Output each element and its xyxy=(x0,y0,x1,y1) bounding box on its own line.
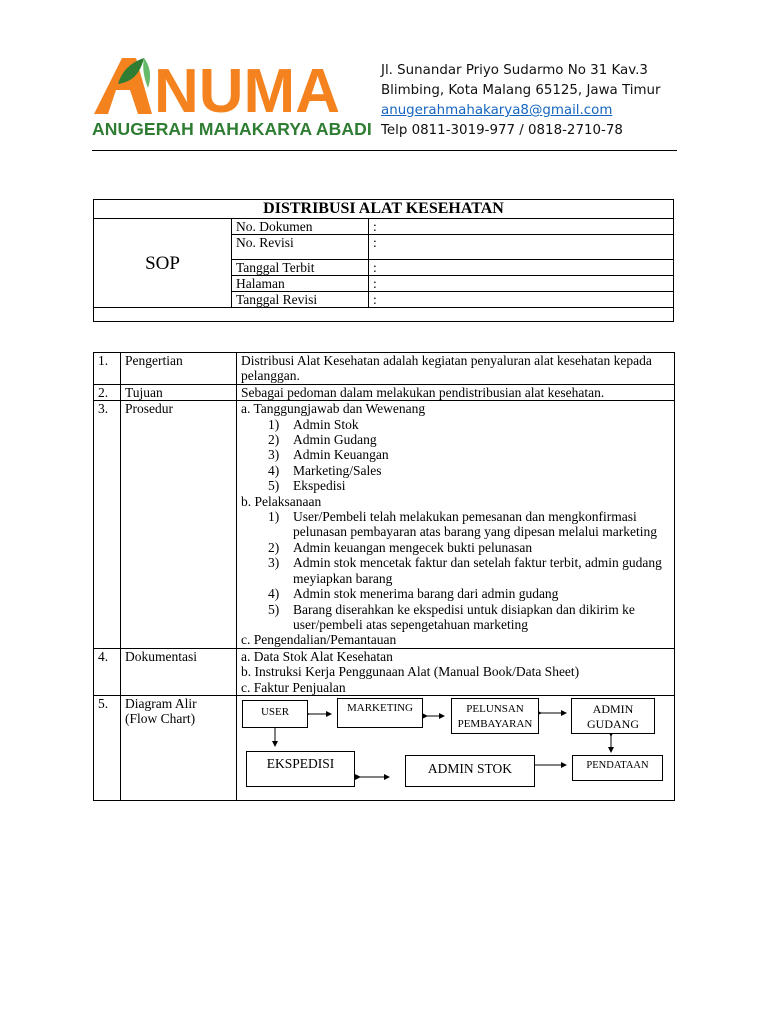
header-divider xyxy=(92,150,677,151)
list-item xyxy=(241,555,670,586)
sop-row-value: : xyxy=(369,276,674,292)
diagram-sublabel: (Flow Chart) xyxy=(125,711,196,727)
sop-row-value: : xyxy=(369,219,674,235)
item-text: Ekspedisi xyxy=(293,478,346,494)
flow-box-marketing: MARKETING xyxy=(337,698,423,728)
list-item xyxy=(241,447,670,462)
sop-row-label: No. Revisi xyxy=(232,235,369,260)
prosedur-content xyxy=(237,401,675,649)
item-text: Admin Gudang xyxy=(293,432,377,448)
list-item xyxy=(241,602,670,633)
contact-block xyxy=(381,61,661,141)
item-number: 1) xyxy=(268,416,280,432)
list-item: a. Data Stok Alat Kesehatan xyxy=(241,648,393,664)
item-text: Marketing/Sales xyxy=(293,462,382,478)
flowchart xyxy=(237,696,674,800)
list-item: c. Faktur Penjualan xyxy=(241,679,346,695)
flow-box-admin-gudang-line1: ADMIN xyxy=(592,701,634,716)
row-label: Pengertian xyxy=(121,353,237,385)
item-number: 3) xyxy=(268,555,280,571)
dokumentasi-content xyxy=(237,648,675,695)
logo-wordmark: NUMA xyxy=(154,57,340,126)
table-row xyxy=(94,384,675,400)
table-row xyxy=(94,401,675,649)
address-line-1: Jl. Sunandar Priyo Sudarmo No 31 Kav.3 xyxy=(381,63,648,78)
row-number: 4. xyxy=(94,648,121,695)
sop-label: SOP xyxy=(94,219,232,308)
flow-box-pelunsan-line2: PEMBAYARAN xyxy=(457,717,533,730)
item-text: User/Pembeli telah melakukan pemesanan dan mengkonfirmasi pelunasan pembayaran atas barang yang dipesan melalui marketing xyxy=(293,509,657,540)
flow-box-admin-gudang-line2: GUDANG xyxy=(587,716,639,731)
diagram-label: Diagram Alir xyxy=(125,695,197,711)
flowchart-cell xyxy=(237,695,675,800)
sop-row-value: : xyxy=(369,292,674,308)
list-item xyxy=(241,586,670,601)
email-link[interactable]: anugerahmahakarya8@gmail.com xyxy=(381,103,613,118)
table-row xyxy=(94,353,675,385)
sop-info-table xyxy=(93,199,674,322)
item-text: Admin stok mencetak faktur dan setelah faktur terbit, admin gudang meyiapkan barang xyxy=(293,555,662,586)
list-item xyxy=(241,540,670,555)
company-name: ANUGERAH MAHAKARYA ABADI xyxy=(92,119,372,139)
item-text: Admin Stok xyxy=(293,416,359,432)
sop-row-label: Tanggal Revisi xyxy=(232,292,369,308)
sop-row-label: Halaman xyxy=(232,276,369,292)
list-item: b. Instruksi Kerja Penggunaan Alat (Manual Book/Data Sheet) xyxy=(241,664,580,680)
item-number: 2) xyxy=(268,539,280,555)
section-heading: c. Pengendalian/Pemantauan xyxy=(241,632,397,648)
table-row xyxy=(94,695,675,800)
flow-box-admin-stok: ADMIN STOK xyxy=(405,755,535,787)
row-label: Dokumentasi xyxy=(121,648,237,695)
item-number: 1) xyxy=(268,509,280,525)
responsibility-list xyxy=(241,417,670,494)
item-text: Admin keuangan mengecek bukti pelunasan xyxy=(293,539,533,555)
section-heading: a. Tanggungjawab dan Wewenang xyxy=(241,401,426,417)
address-line-2: Blimbing, Kota Malang 65125, Jawa Timur xyxy=(381,83,661,98)
row-label xyxy=(121,695,237,800)
item-number: 4) xyxy=(268,586,280,602)
list-item xyxy=(241,509,670,540)
list-item xyxy=(241,463,670,478)
flow-box-pelunsan xyxy=(451,698,539,734)
sop-row-value: : xyxy=(369,260,674,276)
flow-box-admin-gudang xyxy=(571,698,655,734)
item-text: Barang diserahkan ke ekspedisi untuk disiapkan dan dikirim ke user/pembeli atas sepengetahuan marketing xyxy=(293,601,635,632)
item-number: 3) xyxy=(268,447,280,463)
sop-row-value: : xyxy=(369,235,674,260)
tujuan-text: Sebagai pedoman dalam melakukan pendistribusian alat kesehatan. xyxy=(237,384,675,400)
row-label: Tujuan xyxy=(121,384,237,400)
item-number: 2) xyxy=(268,432,280,448)
section-heading: b. Pelaksanaan xyxy=(241,493,322,509)
row-number: 1. xyxy=(94,353,121,385)
sop-content-table xyxy=(93,352,675,801)
sop-title: DISTRIBUSI ALAT KESEHATAN xyxy=(94,200,674,219)
row-number: 5. xyxy=(94,695,121,800)
sop-row-label: Tanggal Terbit xyxy=(232,260,369,276)
sop-blank-row xyxy=(94,308,674,322)
sop-row-label: No. Dokumen xyxy=(232,219,369,235)
row-number: 2. xyxy=(94,384,121,400)
flow-box-user: USER xyxy=(242,700,308,728)
list-item xyxy=(241,432,670,447)
flow-box-pendataan: PENDATAAN xyxy=(572,755,663,781)
list-item xyxy=(241,417,670,432)
list-item xyxy=(241,478,670,493)
item-number: 4) xyxy=(268,462,280,478)
flow-box-pelunsan-line1: PELUNSAN xyxy=(466,702,524,715)
table-row xyxy=(94,648,675,695)
phone-line: Telp 0811-3019-977 / 0818-2710-78 xyxy=(381,123,623,138)
item-text: Admin Keuangan xyxy=(293,447,389,463)
procedure-list xyxy=(241,509,670,632)
flow-box-ekspedisi: EKSPEDISI xyxy=(246,751,355,787)
item-text: Admin stok menerima barang dari admin gudang xyxy=(293,586,559,602)
item-number: 5) xyxy=(268,601,280,617)
row-number: 3. xyxy=(94,401,121,649)
pengertian-text: Distribusi Alat Kesehatan adalah kegiatan penyaluran alat kesehatan kepada pelanggan. xyxy=(237,353,675,385)
item-number: 5) xyxy=(268,478,280,494)
row-label: Prosedur xyxy=(121,401,237,649)
